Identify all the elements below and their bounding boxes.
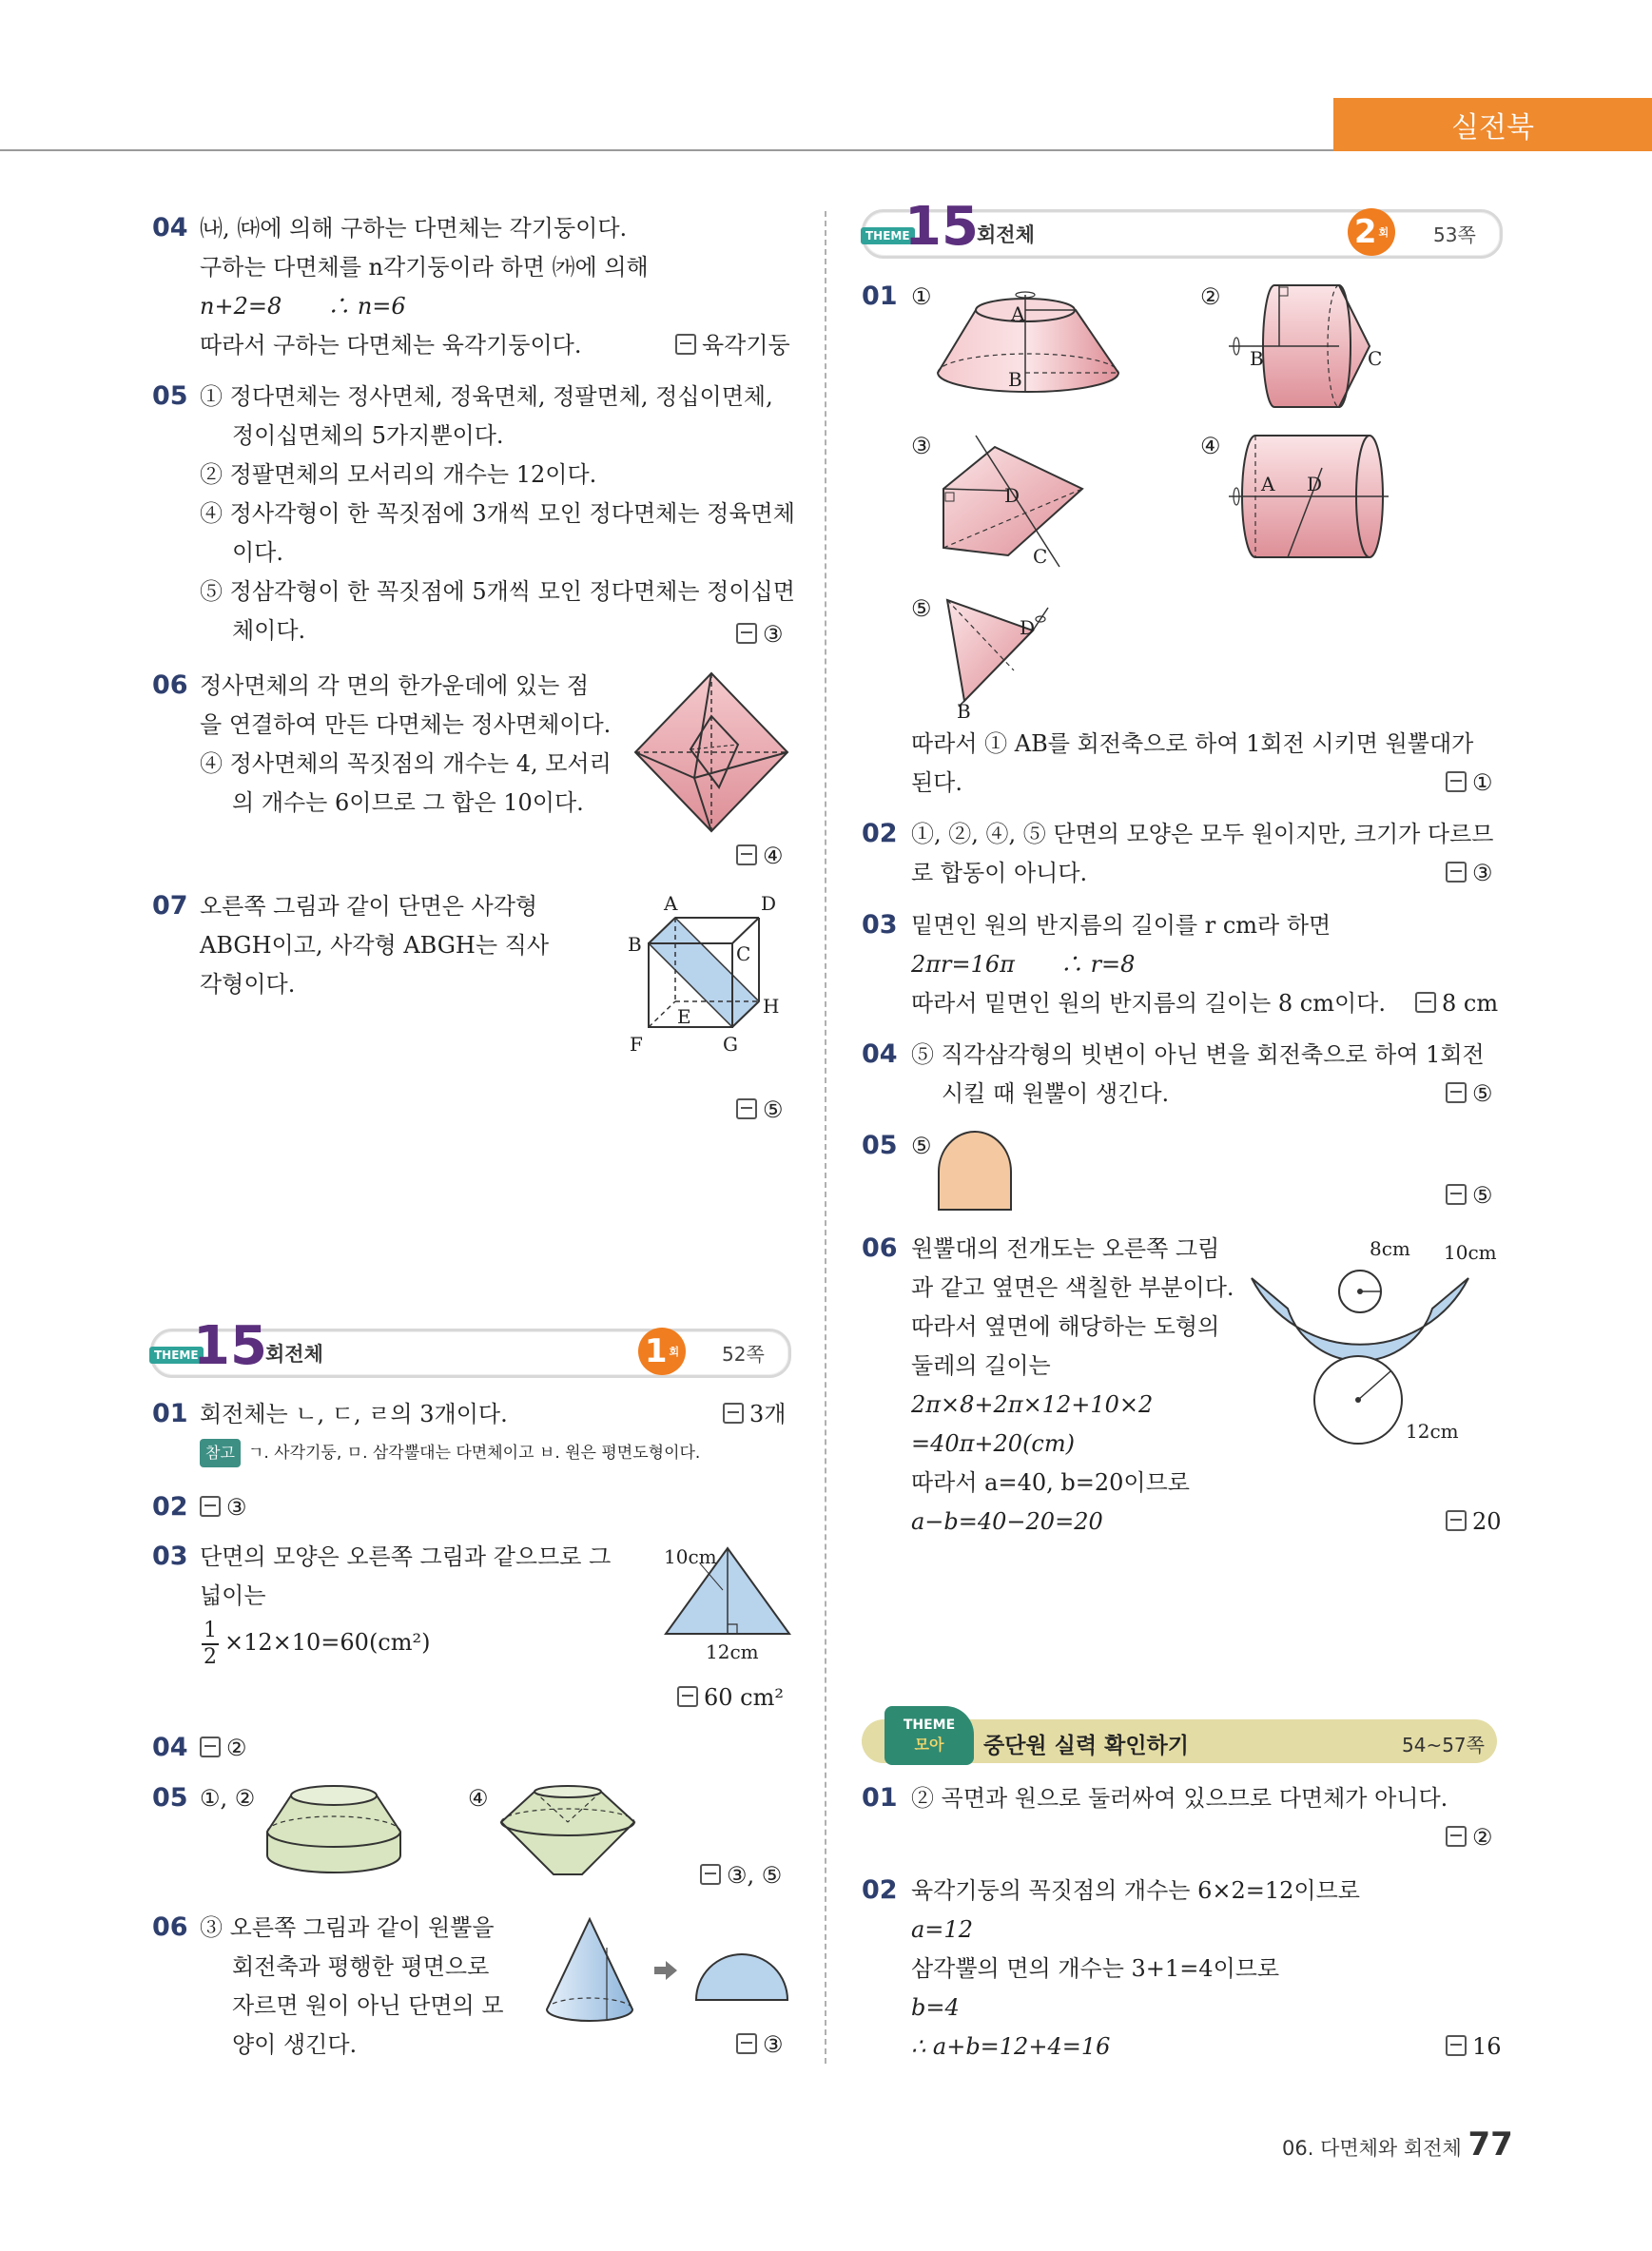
answer-icon: [1415, 992, 1436, 1013]
answer-icon: [1446, 1510, 1467, 1531]
text-line: 을 연결하여 만든 다면체는 정사면체이다.: [200, 711, 612, 738]
answer-icon: [677, 1686, 698, 1707]
answer: [736, 2030, 784, 2059]
theme-header: [862, 196, 1503, 259]
round-number: 2: [1353, 213, 1377, 251]
double-cone-figure: [938, 594, 1061, 723]
theme-tag: THEME: [861, 227, 915, 244]
answer: [1446, 859, 1493, 887]
point-label: H: [763, 995, 780, 1018]
text-line: ⑤ 정삼각형이 한 꼭짓점에 5개씩 모인 정다면체는 정이십면: [200, 578, 795, 605]
answer-icon: [1446, 2035, 1467, 2056]
question-number: 02: [862, 1875, 898, 1905]
answer-value: 60 cm²: [704, 1684, 784, 1711]
note-tag: 참고: [200, 1439, 241, 1467]
text-line: 체이다.: [232, 617, 306, 644]
point-label: A: [664, 892, 678, 915]
text-line: =40π+20(cm): [911, 1430, 1075, 1457]
answer: [1446, 1507, 1502, 1536]
theme-title: 회전체: [265, 1343, 323, 1366]
text-line: 정사면체의 각 면의 한가운데에 있는 점: [200, 672, 590, 699]
text-line: 의 개수는 6이므로 그 합은 10이다.: [232, 789, 584, 816]
text-line: ㈏, ㈐에 의해 구하는 다면체는 각기둥이다.: [200, 215, 628, 242]
question-number: 06: [862, 1233, 898, 1263]
text-line: 둘레의 길이는: [911, 1352, 1051, 1379]
text-line: n+2=8 ∴ n=6: [200, 293, 406, 320]
answer: [1446, 2032, 1502, 2061]
text-line: a=12: [911, 1916, 973, 1943]
text-line: 따라서 구하는 다면체는 육각기둥이다.: [200, 332, 582, 359]
text-line: ② 곡면과 원으로 둘러싸여 있으므로 다면체가 아니다.: [911, 1785, 1448, 1812]
answer: [700, 1861, 782, 1890]
point-label: C: [736, 942, 751, 965]
frustum-figure: [938, 285, 1128, 409]
question-number: 05: [152, 381, 188, 411]
footer-chapter: 06. 다면체와 회전체: [1282, 2137, 1462, 2160]
answer-icon: [736, 623, 757, 644]
text-line: 단면의 모양은 오른쪽 그림과 같으므로 그: [200, 1543, 612, 1570]
point-label: E: [677, 1005, 691, 1028]
answer-icon: [1446, 1082, 1467, 1103]
formula: ×12×10=60(cm²): [224, 1629, 431, 1656]
dimension-label: 12cm: [1406, 1420, 1459, 1443]
text-line: ② 정팔면체의 모서리의 개수는 12이다.: [200, 461, 597, 488]
answer-value: ③: [226, 1494, 247, 1521]
theme-number: 15: [904, 196, 979, 258]
point-label: D: [1004, 484, 1020, 507]
text-line: 자르면 원이 아닌 단면의 모: [232, 1992, 504, 2019]
question-number: 05: [862, 1131, 898, 1160]
theme-page: 54~57쪽: [1402, 1734, 1485, 1756]
answer-icon: [723, 1403, 744, 1424]
question-number: 04: [152, 213, 188, 243]
answer: [1415, 989, 1498, 1018]
answer-icon: [675, 334, 696, 355]
fraction: [202, 1619, 219, 1670]
question-number: 04: [862, 1039, 898, 1069]
column-divider: [825, 211, 826, 2064]
text-line: ① 정다면체는 정사면체, 정육면체, 정팔면체, 정십이면체,: [200, 383, 773, 410]
question-number: 01: [152, 1399, 188, 1428]
text-line: 회전축과 평행한 평면으로: [232, 1953, 490, 1980]
text-line: 원뿔대의 전개도는 오른쪽 그림: [911, 1235, 1220, 1262]
net-figure: [1246, 1236, 1497, 1455]
answer: [1446, 768, 1493, 797]
answer-value: 8 cm: [1442, 990, 1499, 1017]
text-line: ①, ②, ④, ⑤ 단면의 모양은 모두 원이지만, 크기가 다르므: [911, 821, 1494, 847]
answer-value: ③: [1472, 860, 1493, 886]
question-number: 01: [862, 281, 898, 311]
text-line: 회전체는 ㄴ, ㄷ, ㄹ의 3개이다.: [200, 1401, 508, 1427]
text-line: ④ 정사각형이 한 꼭짓점에 3개씩 모인 정다면체는 정육면체: [200, 500, 795, 527]
text-line: 이다.: [232, 539, 283, 566]
answer-value: ③, ⑤: [727, 1862, 783, 1889]
text-line: ④ 정사면체의 꼭짓점의 개수는 4, 모서리: [200, 750, 612, 777]
figure-label: ①: [911, 283, 932, 310]
question-number: 03: [862, 910, 898, 940]
point-label: B: [1250, 347, 1264, 370]
text-line: b=4: [911, 1994, 960, 2021]
answer-value: ⑤: [1472, 1182, 1493, 1209]
note-line: [200, 1439, 700, 1467]
question-number: 04: [152, 1733, 188, 1762]
answer-value: 육각기둥: [702, 332, 790, 359]
point-label: F: [630, 1033, 643, 1056]
answer-value: 16: [1472, 2033, 1502, 2060]
base-label: 12cm: [706, 1640, 759, 1663]
answer: [736, 842, 784, 870]
question-number: 07: [152, 891, 188, 921]
answer-icon: [200, 1737, 221, 1757]
answer-icon: [1446, 1184, 1467, 1205]
point-label: D: [761, 892, 777, 915]
answer: [1446, 1823, 1493, 1852]
text-line: ①, ②: [200, 1785, 256, 1812]
answer-value: ②: [1472, 1824, 1493, 1851]
answer: [200, 1734, 247, 1762]
side-label: 10cm: [664, 1545, 717, 1568]
theme-page: 52쪽: [722, 1343, 765, 1366]
text-line: 각형이다.: [200, 971, 296, 998]
text-line: 과 같고 옆면은 색칠한 부분이다.: [911, 1274, 1234, 1301]
round-suffix: 회: [669, 1346, 680, 1358]
text-line: 2πr=16π ∴ r=8: [911, 951, 1136, 978]
theme-page: 53쪽: [1433, 223, 1476, 246]
text-line: 따라서 ① AB를 회전축으로 하여 1회전 시키면 원뿔대가: [911, 730, 1474, 757]
cube-figure: [609, 894, 799, 1084]
cylinder-cone-figure: [1227, 283, 1398, 417]
text-line: 따라서 밑면인 원의 반지름의 길이는 8 cm이다.: [911, 990, 1386, 1017]
round-number: 1: [644, 1332, 668, 1370]
text-line: 넓이는: [200, 1582, 266, 1609]
double-cone-figure: [496, 1784, 639, 1879]
figure-label: ③: [911, 433, 932, 459]
text-line: 오른쪽 그림과 같이 단면은 사각형: [200, 893, 538, 920]
page-number: 77: [1467, 2125, 1513, 2164]
note-text: ㄱ. 사각기둥, ㅁ. 삼각뿔대는 다면체이고 ㅂ. 원은 평면도형이다.: [247, 1444, 701, 1463]
answer: [675, 331, 790, 359]
answer-value: ⑤: [763, 1096, 784, 1123]
point-label: B: [628, 933, 642, 956]
theme-title: 회전체: [977, 223, 1035, 246]
figure-label: ②: [1200, 283, 1221, 310]
text-line: ∴ a+b=12+4=16: [911, 2033, 1111, 2060]
text-line: 육각기둥의 꼭짓점의 개수는 6×2=12이므로: [911, 1877, 1360, 1904]
text-line: 된다.: [911, 769, 962, 796]
figure-label: ④: [1200, 433, 1221, 459]
theme-number: 15: [193, 1315, 267, 1377]
answer-value: ④: [763, 843, 784, 869]
text-line: 밑면인 원의 반지름의 길이를 r cm라 하면: [911, 912, 1331, 939]
cylinder-figure: [1227, 434, 1398, 567]
answer-icon: [200, 1496, 221, 1517]
text-line: 시킬 때 원뿔이 생긴다.: [942, 1080, 1170, 1107]
answer-value: 20: [1472, 1508, 1502, 1535]
point-label: B: [957, 700, 971, 723]
text-line: 정이십면체의 5가지뿐이다.: [232, 422, 504, 449]
dimension-label: 10cm: [1444, 1241, 1497, 1264]
answer-value: 3개: [749, 1401, 787, 1427]
cone-cut-figure: [542, 1910, 789, 2043]
theme-summary-header: [862, 1719, 1497, 1763]
answer-icon: [736, 844, 757, 865]
bullet-shape-figure: [937, 1130, 1013, 1212]
dimension-label: 8cm: [1370, 1237, 1410, 1260]
question-number: 01: [862, 1783, 898, 1813]
figure-label: ⑤: [911, 595, 932, 622]
triangle-figure: [656, 1541, 799, 1664]
arrow-right-icon: [654, 1961, 677, 1980]
question-number: 05: [152, 1783, 188, 1813]
answer: [1446, 1079, 1493, 1108]
answer-value: ③: [763, 2031, 784, 2058]
point-label: A: [1011, 302, 1025, 325]
page-footer: [1282, 2125, 1513, 2164]
text-line: 로 합동이 아니다.: [911, 860, 1088, 886]
text-line: ⑤: [911, 1133, 932, 1159]
text-line: 구하는 다면체를 n각기둥이라 하면 ㈎에 의해: [200, 254, 649, 281]
text-line: 따라서 a=40, b=20이므로: [911, 1469, 1190, 1496]
text-line: 삼각뿔의 면의 개수는 3+1=4이므로: [911, 1955, 1280, 1982]
text-line: ABGH이고, 사각형 ABGH는 직사: [200, 932, 550, 959]
theme-title: 중단원 실력 확인하기: [983, 1734, 1189, 1758]
answer: [736, 1096, 784, 1124]
fraction-denominator: 2: [204, 1645, 217, 1669]
question-number: 06: [152, 1912, 188, 1942]
answer: [200, 1493, 247, 1522]
theme-tag: THEME: [149, 1347, 204, 1364]
point-label: B: [1008, 368, 1022, 391]
answer-icon: [1446, 1826, 1467, 1847]
round-badge: [1348, 208, 1395, 256]
theme-badge: [884, 1706, 974, 1765]
answer: [736, 620, 784, 649]
answer-icon: [1446, 771, 1467, 792]
point-label: A: [1261, 473, 1275, 495]
octahedron-figure: [635, 673, 787, 831]
figure-label: ④: [468, 1785, 489, 1812]
answer: [723, 1400, 786, 1428]
answer-icon: [736, 2033, 757, 2054]
text-line: ⑤ 직각삼각형의 빗변이 아닌 변을 회전축으로 하여 1회전: [911, 1041, 1485, 1068]
answer-value: ③: [763, 621, 784, 648]
text-line: 따라서 옆면에 해당하는 도형의: [911, 1313, 1220, 1340]
fraction-numerator: 1: [202, 1619, 219, 1645]
question-number: 02: [862, 819, 898, 848]
text-line: a−b=40−20=20: [911, 1508, 1103, 1535]
point-label: C: [1033, 545, 1048, 568]
cone-cylinder-figure: [938, 434, 1090, 567]
header-tab: 실전북: [1333, 98, 1652, 151]
answer: [1446, 1181, 1493, 1210]
round-badge: [638, 1328, 686, 1375]
theme-header: [150, 1315, 791, 1378]
text-line: ③ 오른쪽 그림과 같이 원뿔을: [200, 1914, 495, 1941]
question-number: 06: [152, 670, 188, 700]
text-line: 2π×8+2π×12+10×2: [911, 1391, 1154, 1418]
answer-icon: [736, 1098, 757, 1119]
answer-value: ②: [226, 1735, 247, 1761]
text-line: 양이 생긴다.: [232, 2031, 358, 2058]
point-label: D: [1020, 616, 1036, 639]
round-suffix: 회: [1378, 226, 1390, 239]
answer-value: ①: [1472, 769, 1493, 796]
answer-value: ⑤: [1472, 1080, 1493, 1107]
answer-icon: [700, 1864, 721, 1885]
question-number: 02: [152, 1492, 188, 1522]
question-number: 03: [152, 1542, 188, 1571]
point-label: G: [723, 1033, 738, 1056]
theme-tag: THEME: [903, 1717, 956, 1733]
frustum-figure: [262, 1784, 405, 1879]
answer: [677, 1683, 784, 1712]
point-label: C: [1368, 347, 1383, 370]
point-label: D: [1307, 473, 1323, 495]
theme-tag-sub: 모아: [914, 1736, 944, 1754]
answer-icon: [1446, 862, 1467, 883]
